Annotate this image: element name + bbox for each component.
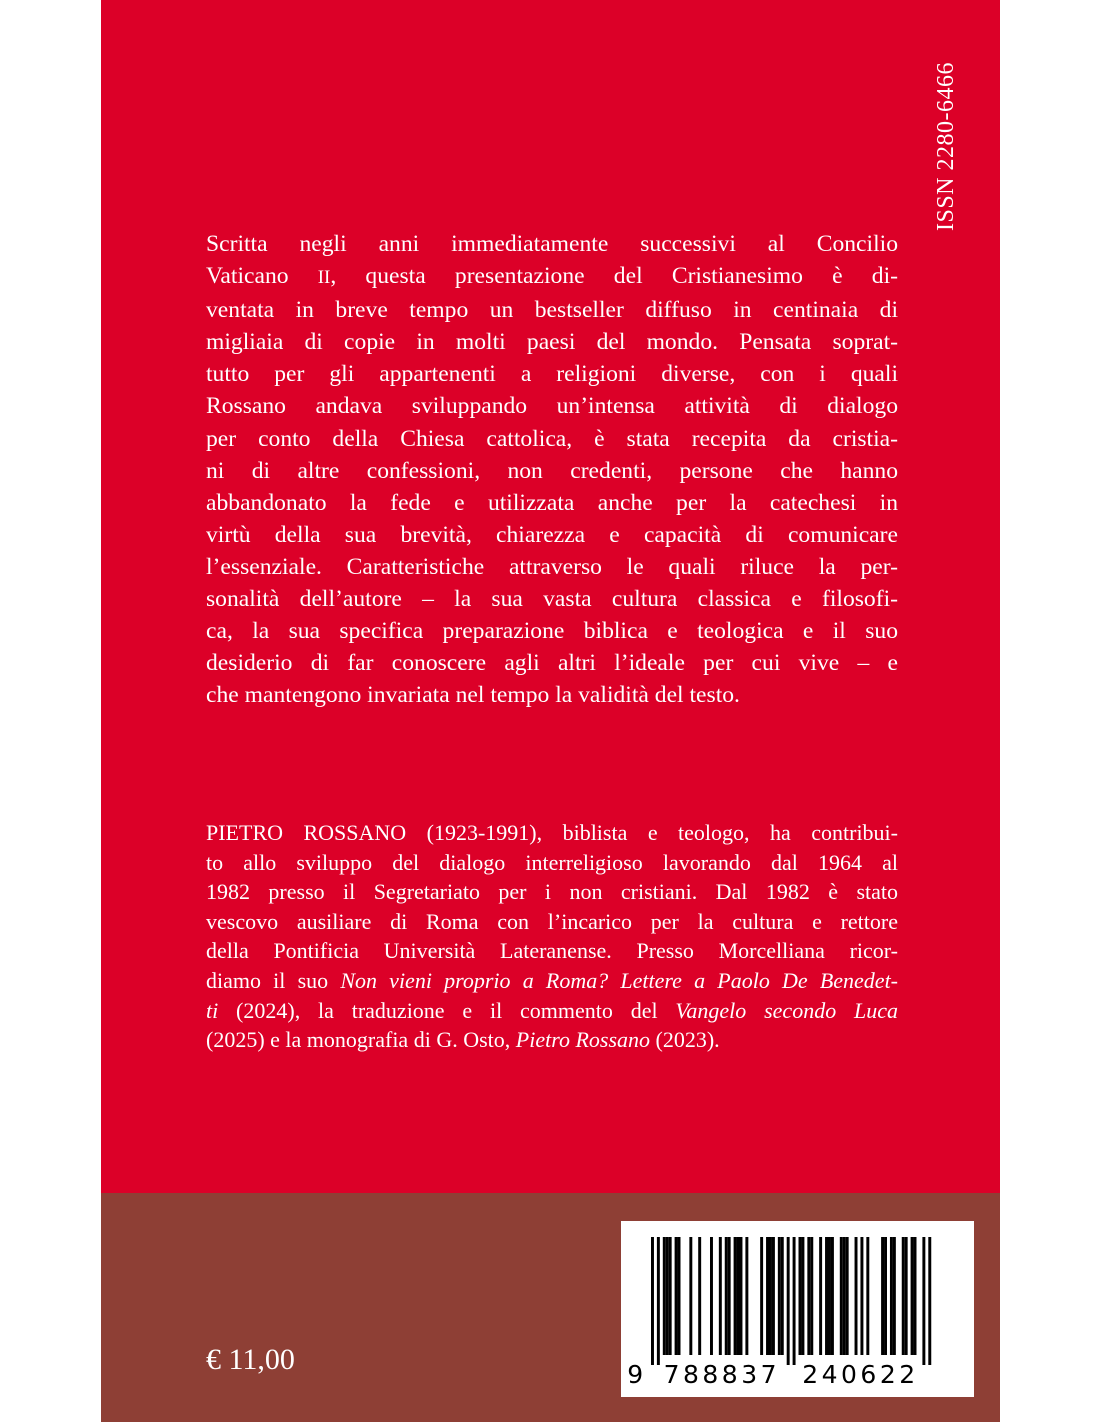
barcode-bar	[928, 1237, 931, 1365]
barcode-bar	[884, 1237, 887, 1355]
blurb-paragraph	[206, 228, 898, 711]
barcode-bar	[846, 1237, 849, 1355]
barcode	[621, 1221, 974, 1397]
bio-line: PIETRO ROSSANO (1923-1991), biblista e teologo, ha contribui-	[206, 820, 898, 845]
barcode-bar	[769, 1237, 772, 1355]
author-bio	[206, 818, 898, 1055]
bio-line: to allo sviluppo del dialogo interreligioso lavorando dal 1964 al	[206, 849, 898, 875]
barcode-bar	[843, 1237, 846, 1355]
author-name: PIETRO ROSSANO	[206, 820, 407, 845]
barcode-bar	[902, 1237, 905, 1355]
blurb-line: migliaia di copie in molti paesi del mondo. Pensata soprat-	[206, 329, 898, 356]
book-title: ti	[206, 997, 219, 1023]
barcode-bar	[819, 1237, 822, 1355]
bio-line: (2025) e la monografia di G. Osto, Pietro Rossano (2023).	[206, 1027, 720, 1053]
barcode-bar	[893, 1237, 896, 1355]
barcode-bar	[719, 1237, 722, 1355]
barcode-graphic	[621, 1221, 974, 1397]
barcode-bar	[825, 1237, 828, 1355]
book-title: Pietro Rossano	[515, 1027, 650, 1053]
blurb-line: ventata in breve tempo un bestseller diffuso in centinaia di	[206, 297, 898, 324]
barcode-bar	[766, 1237, 769, 1355]
issn-label: ISSN 2280-6466	[933, 62, 959, 232]
barcode-bar	[675, 1237, 678, 1355]
blurb-line: che mantengono invariata nel tempo la validità del testo.	[206, 682, 740, 709]
barcode-bar	[760, 1237, 763, 1355]
barcode-bar	[745, 1237, 748, 1355]
bio-line: della Pontificia Università Lateranense. Presso Morcelliana ricor-	[206, 938, 898, 964]
blurb-line: ni di altre confessioni, non credenti, persone che hanno	[206, 457, 898, 484]
barcode-bar	[657, 1237, 660, 1365]
barcode-bar	[890, 1237, 893, 1355]
barcode-bar	[807, 1237, 810, 1355]
bio-line: 1982 presso il Segretariato per i non cristiani. Dal 1982 è stato	[206, 879, 898, 905]
barcode-bar	[793, 1237, 796, 1365]
blurb-line: sonalità dell’autore – la sua vasta cultura classica e filosofi-	[206, 586, 898, 613]
barcode-bar	[737, 1237, 740, 1355]
barcode-bar	[728, 1237, 731, 1355]
book-title: Non vieni proprio a Roma? Lettere a Paolo De Benedet-	[340, 967, 899, 993]
blurb-line: abbandonato la fede e utilizzata anche per la catechesi in	[206, 489, 898, 516]
blurb-line: Vaticano II, questa presentazione del Cristianesimo è di-	[206, 263, 898, 290]
barcode-bar	[911, 1237, 914, 1355]
barcode-bar	[801, 1237, 804, 1355]
barcode-digits: 9	[627, 1360, 647, 1389]
barcode-bar	[781, 1237, 784, 1355]
barcode-bar	[698, 1237, 701, 1355]
blurb-line: virtù della sua brevità, chiarezza e capacità di comunicare	[206, 521, 898, 548]
blurb-line: l’essenziale. Caratteristiche attraverso le quali riluce la per-	[206, 553, 898, 580]
bio-line: vescovo ausiliare di Roma con l’incarico per la cultura e rettore	[206, 908, 898, 934]
blurb-line: ca, la sua specifica preparazione biblica e teologica e il suo	[206, 618, 898, 645]
bio-line: ti (2024), la traduzione e il commento del Vangelo secondo Luca	[206, 997, 899, 1023]
blurb-line: desiderio di far conoscere agli altri l’ideale per cui vive – e	[206, 650, 898, 677]
barcode-digits: 240622	[802, 1360, 919, 1389]
barcode-digits: 788837	[663, 1360, 781, 1389]
barcode-bar	[740, 1237, 743, 1355]
barcode-bar	[689, 1237, 692, 1355]
barcode-bar	[678, 1237, 681, 1355]
barcode-bar	[840, 1237, 843, 1355]
barcode-bar	[881, 1237, 884, 1355]
barcode-bar	[914, 1237, 917, 1355]
barcode-bar	[831, 1237, 834, 1355]
barcode-bar	[666, 1237, 669, 1355]
blurb-line: Rossano andava sviluppando un’intensa attività di dialogo	[206, 393, 898, 420]
blurb-line: per conto della Chiesa cattolica, è stata recepita da cristia-	[206, 425, 898, 452]
price-label: € 11,00	[206, 1343, 295, 1376]
barcode-bar	[866, 1237, 869, 1355]
barcode-bar	[663, 1237, 666, 1355]
barcode-bar	[778, 1237, 781, 1355]
barcode-bar	[651, 1237, 654, 1365]
barcode-bar	[828, 1237, 831, 1355]
barcode-bar	[799, 1237, 802, 1355]
barcode-bar	[810, 1237, 813, 1355]
blurb-line: tutto per gli appartenenti a religioni diverse, con i quali	[206, 361, 898, 388]
barcode-bar	[787, 1237, 790, 1365]
bio-line: diamo il suo Non vieni proprio a Roma? Lettere a Paolo De Benedet-	[206, 967, 899, 993]
book-title: Vangelo secondo Luca	[675, 997, 899, 1023]
barcode-bar	[905, 1237, 908, 1355]
barcode-bar	[669, 1237, 672, 1355]
barcode-bar	[860, 1237, 863, 1355]
barcode-bar	[922, 1237, 925, 1365]
back-cover-inner	[101, 0, 1000, 1422]
blurb-line: Scritta negli anni immediatamente successivi al Concilio	[206, 231, 898, 257]
barcode-bar	[734, 1237, 737, 1355]
barcode-bar	[772, 1237, 775, 1355]
barcode-bar	[710, 1237, 713, 1355]
barcode-bar	[725, 1237, 728, 1355]
barcode-bar	[855, 1237, 858, 1355]
